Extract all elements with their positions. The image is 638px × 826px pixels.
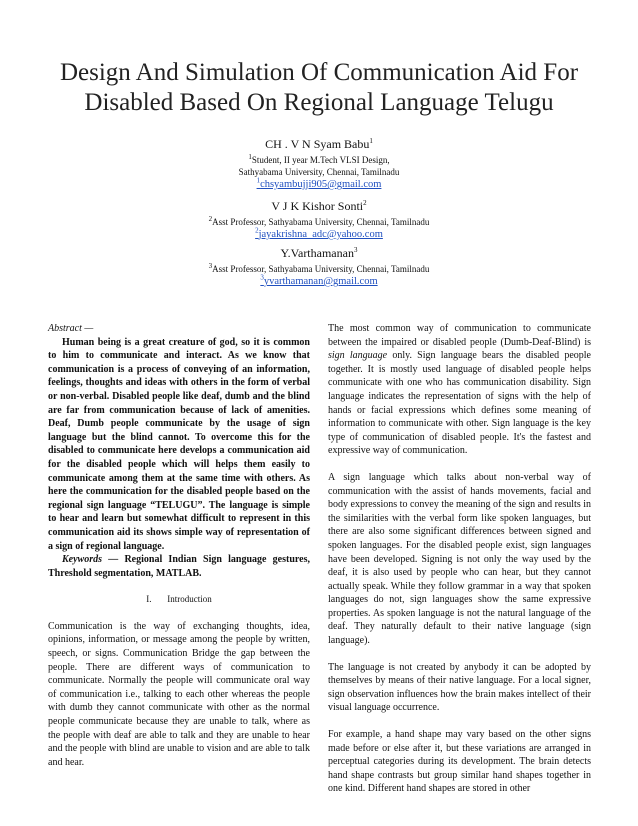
- section-number: I.: [146, 594, 152, 605]
- right-column: [328, 322, 591, 796]
- author-name: CH . V N Syam Babu$^1$: [265, 137, 373, 151]
- title-line-1: Design And Simulation Of Communication Aid For: [59, 59, 579, 86]
- author-affiliation: $^3$Asst Professor, Sathyabama University, Chennai, Tamilnadu: [208, 262, 430, 274]
- author-name: V J K Kishor Sonti$^2$: [271, 199, 367, 213]
- author-affiliation: $^1$Student, II year M.Tech VLSI Design,: [248, 153, 390, 165]
- section-title: Introduction: [167, 594, 212, 605]
- author-email-link[interactable]: $^3$yvarthamanan@gmail.com: [260, 273, 378, 287]
- right-paragraph-2: A sign language which talks about non-verbal way of communication with the assist of hands movements, facial and body expressions to convey the meaning of the sign and results in the similarities with the verbal form like spoken languages, but there are also some significant differences between signed and spoken languages. For the disabled people exist, sign languages have been developed. Signing is not only the way used by the deaf, it is also used by people who can hear, but they cannot actually speak. While they follow grammar in a way that spoken languages do not, sign languages show the same expressive properties. As spoken language is not the natural language of the deaf. They naturally default to their native language (sign language).: [328, 471, 592, 647]
- keywords-text: Regional Indian Sign language gestures, Threshold segmentation, MATLAB.: [48, 554, 310, 579]
- author-block-3: [0, 246, 638, 288]
- section-heading: [48, 593, 310, 607]
- author-block-1: [0, 137, 638, 191]
- author-email-link[interactable]: $^2$jayakrishna_adc@yahoo.com: [255, 226, 383, 240]
- title-line-2: Disabled Based On Regional Language Telugu: [84, 89, 554, 116]
- author-affiliation: $^2$Asst Professor, Sathyabama University, Chennai, Tamilnadu: [208, 215, 430, 227]
- left-column: [48, 322, 310, 769]
- paper-title: [30, 58, 608, 118]
- author-name: Y.Varthamanan$^3$: [280, 246, 358, 260]
- author-email-link[interactable]: $^1$chsyambujji905@gmail.com: [256, 176, 382, 190]
- author-affiliation: Sathyabama University, Chennai, Tamilnadu: [238, 167, 400, 177]
- right-paragraph-4: For example, a hand shape may vary based on the other signs made before or else after it, but these variations are arranged in perceptual categories during its development. The brain detects hand shape contrasts but group similar hand shapes together in one kind. Different hand shapes are stored in other: [328, 729, 591, 795]
- author-block-2: [0, 199, 638, 241]
- right-paragraph-1: The most common way of communication to communicate between the impaired or disabled people (Dumb-Deaf-Blind) is sign language only. Sign language bears the disabled people together. It is mostly used language of disabled people helps communicate with one who has communication disability. Sign language indicates the representation of signs with the help of hands or facial expressions which defines some meaning of information to communicate with other. Sign language is the key type of communication of disabled people. It's the fastest and expressive way of communication.: [328, 323, 591, 457]
- abstract-label: Abstract —: [48, 323, 94, 334]
- abstract-text: Human being is a great creature of god, so it is common to him to communicate and interact. As we know that communication is a process of conveying of an information, feelings, thoughts and ideas with others in the form of verbal or non-verbal. Disabled people like deaf, dumb and the blind are far from communication because of lack of amenities. Deaf, Dumb people communicate by the usage of sign language but the blind cannot. To overcome this for the disabled to communicate here develops a communication aid for the disabled people which will helps them easily to communicate among them at the same time with others. As here the communication for the disabled people based on the regional sign language “TELUGU”. The language is simple to hear and learn but somewhat difficult to represent in this communication aid its shows simple way of representation of a sign of regional language.: [48, 336, 310, 552]
- keywords-label: Keywords —: [62, 554, 119, 566]
- keywords: [48, 553, 310, 580]
- intro-paragraph: Communication is the way of exchanging thoughts, idea, opinions, information, or message among the people by written, speech, or signs. Communication Bridge the gap between the people. There are different ways of communication to communicate. Normally the people will communicate oral way of communication i.e., talking to each other whereas the people with dumb they cannot communicate with other as the normal people communicate because they are unable to talk, where as the people with deaf are able to talk and they are unable to hear and the people with blind are unable to vision and are able to talk and hear.: [48, 620, 310, 768]
- right-paragraph-3: The language is not created by anybody it can be adopted by themselves by means of their native language. For a local signer, sign observation influences how the brain makes intellect of their visual language occurrence.: [328, 661, 591, 714]
